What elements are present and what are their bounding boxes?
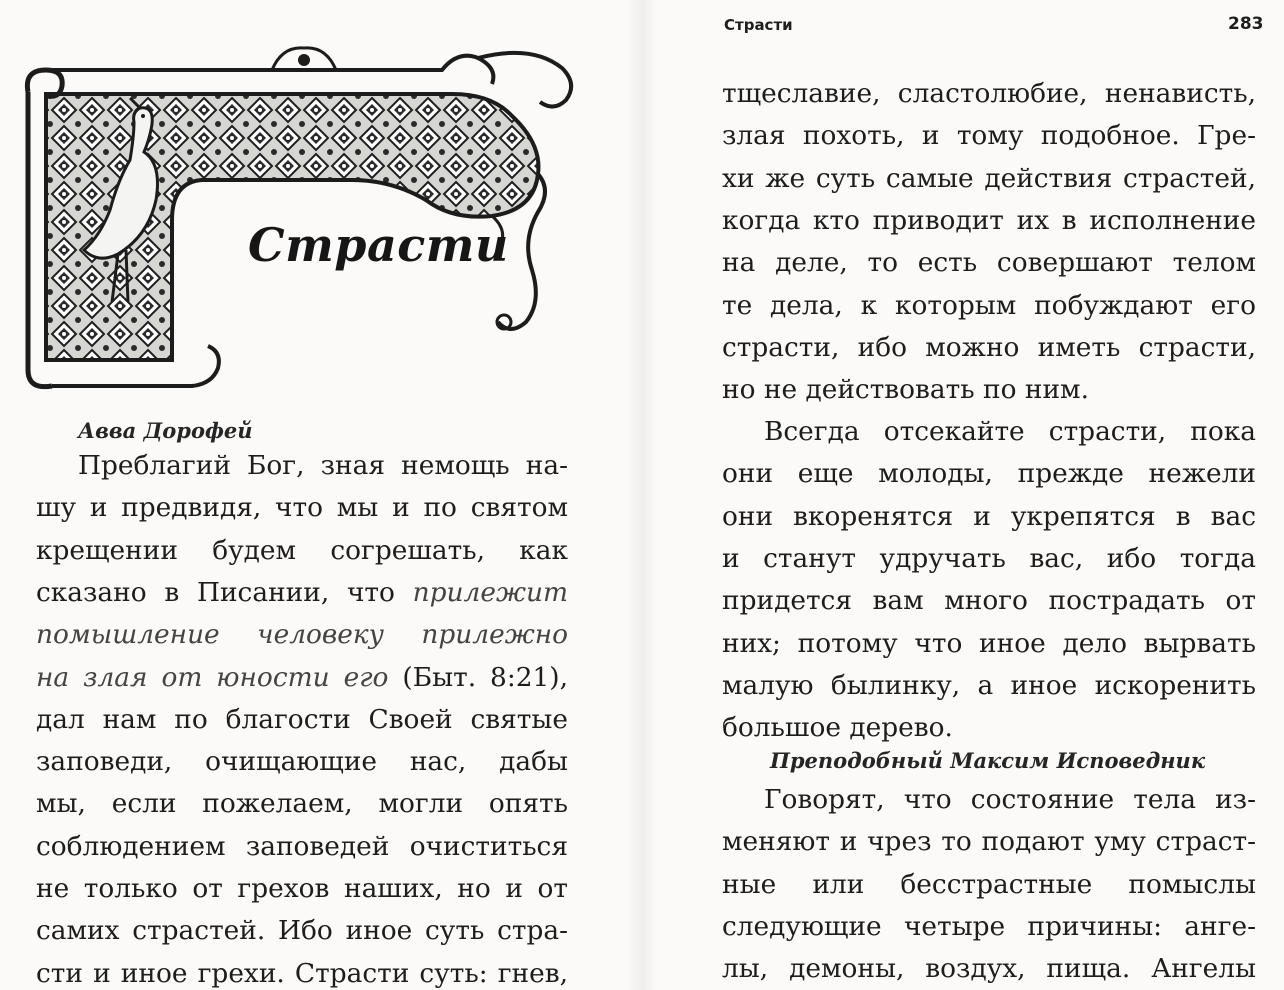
text-segment: заповеди, очищающие нас, дабы [36, 746, 568, 778]
text-segment: Преблагий Бог, зная немощь на- [78, 450, 568, 481]
text-segment: сти и иное грехи. Страсти суть: гнев, [36, 957, 568, 989]
chapter-title: Страсти [248, 218, 509, 272]
text-line [36, 827, 568, 867]
right-page [642, 0, 1284, 990]
text-line [722, 497, 1256, 537]
text-segment: на деле, то есть совершают телом [722, 247, 1256, 279]
text-segment: шу и предвидя, что мы и по святом [36, 492, 568, 524]
scripture-quote: на злая от юности его [36, 661, 389, 693]
text-segment: дал нам по благости Своей святые [36, 703, 568, 735]
text-line [36, 615, 568, 655]
text-segment: следующие четыре причины: анге- [722, 910, 1256, 942]
running-head: Страсти [724, 16, 793, 34]
text-line [722, 116, 1256, 156]
text-segment: злая похоть, и тому подобное. Гре- [722, 120, 1256, 152]
text-segment: придется вам много пострадать от [722, 585, 1256, 617]
text-line [36, 954, 568, 990]
text-line [722, 370, 1256, 410]
text-segment: и станут удручать вас, ибо тогда [722, 542, 1256, 574]
text-line [722, 822, 1256, 862]
text-segment: страсти, ибо можно иметь страсти, [722, 331, 1256, 363]
text-line [722, 286, 1256, 326]
text-line [36, 658, 568, 698]
scripture-quote: прилежит [412, 576, 568, 608]
text-line [722, 74, 1256, 114]
text-line [36, 488, 568, 528]
text-line [722, 780, 1256, 820]
text-line [722, 243, 1256, 283]
text-line [36, 531, 568, 571]
text-segment: ные или бесстрастные помыслы [722, 868, 1256, 900]
text-segment: большое дерево. [722, 712, 953, 744]
text-line [722, 865, 1256, 905]
text-line [36, 446, 568, 486]
text-segment: Всегда отсекайте страсти, пока [764, 416, 1256, 447]
text-segment: они вкоренятся и укрепятся в вас [722, 500, 1256, 532]
text-segment: (Быт. 8:21), [388, 661, 568, 693]
text-segment: лы, демоны, воздух, пища. Ангелы [722, 953, 1256, 985]
text-segment: не только от грехов наших, но и от [36, 873, 568, 904]
text-line [722, 949, 1256, 989]
text-line [722, 624, 1256, 664]
text-segment: Говорят, что состояние тела из- [764, 784, 1256, 815]
text-line [722, 328, 1256, 368]
text-segment: меняют и чрез то подают уму страст- [722, 826, 1256, 858]
text-segment: малую былинку, а иное искоренить [722, 669, 1256, 701]
text-line [722, 412, 1256, 452]
text-segment: они еще молоды, прежде нежели [722, 458, 1256, 490]
text-segment: крещении будем согрешать, как [36, 534, 568, 566]
text-line [722, 666, 1256, 706]
scripture-quote: помышление человеку прилежно [36, 619, 568, 651]
text-line [722, 201, 1256, 241]
text-segment: тщеславие, сластолюбие, ненависть, [722, 78, 1256, 109]
left-author: Авва Дорофей [78, 418, 253, 443]
text-line [36, 911, 568, 951]
text-segment: них; потому что иное дело вырвать [722, 627, 1256, 659]
text-line [36, 700, 568, 740]
text-segment: когда кто приводит их в исполнение [722, 204, 1256, 236]
text-line [722, 539, 1256, 579]
text-line [722, 907, 1256, 947]
text-segment: самих страстей. Ибо иное суть стра- [36, 915, 568, 947]
text-line [722, 708, 1256, 748]
page-number: 283 [1228, 14, 1264, 34]
text-line [722, 159, 1256, 199]
text-line [722, 581, 1256, 621]
text-segment: но не действовать по ним. [722, 374, 1089, 406]
text-segment: соблюдением заповедей очиститься [36, 830, 568, 862]
text-segment: сказано в Писании, что [36, 576, 413, 608]
text-line [36, 742, 568, 782]
text-segment: хи же суть самые действия страстей, [722, 162, 1256, 194]
right-author: Преподобный Максим Исповедник [770, 748, 1206, 773]
text-segment: те дела, к которым побуждают его [722, 289, 1256, 321]
text-line [36, 573, 568, 613]
text-line [722, 454, 1256, 494]
text-segment: мы, если пожелаем, могли опять [36, 788, 568, 820]
text-line [36, 784, 568, 824]
text-line [36, 869, 568, 909]
